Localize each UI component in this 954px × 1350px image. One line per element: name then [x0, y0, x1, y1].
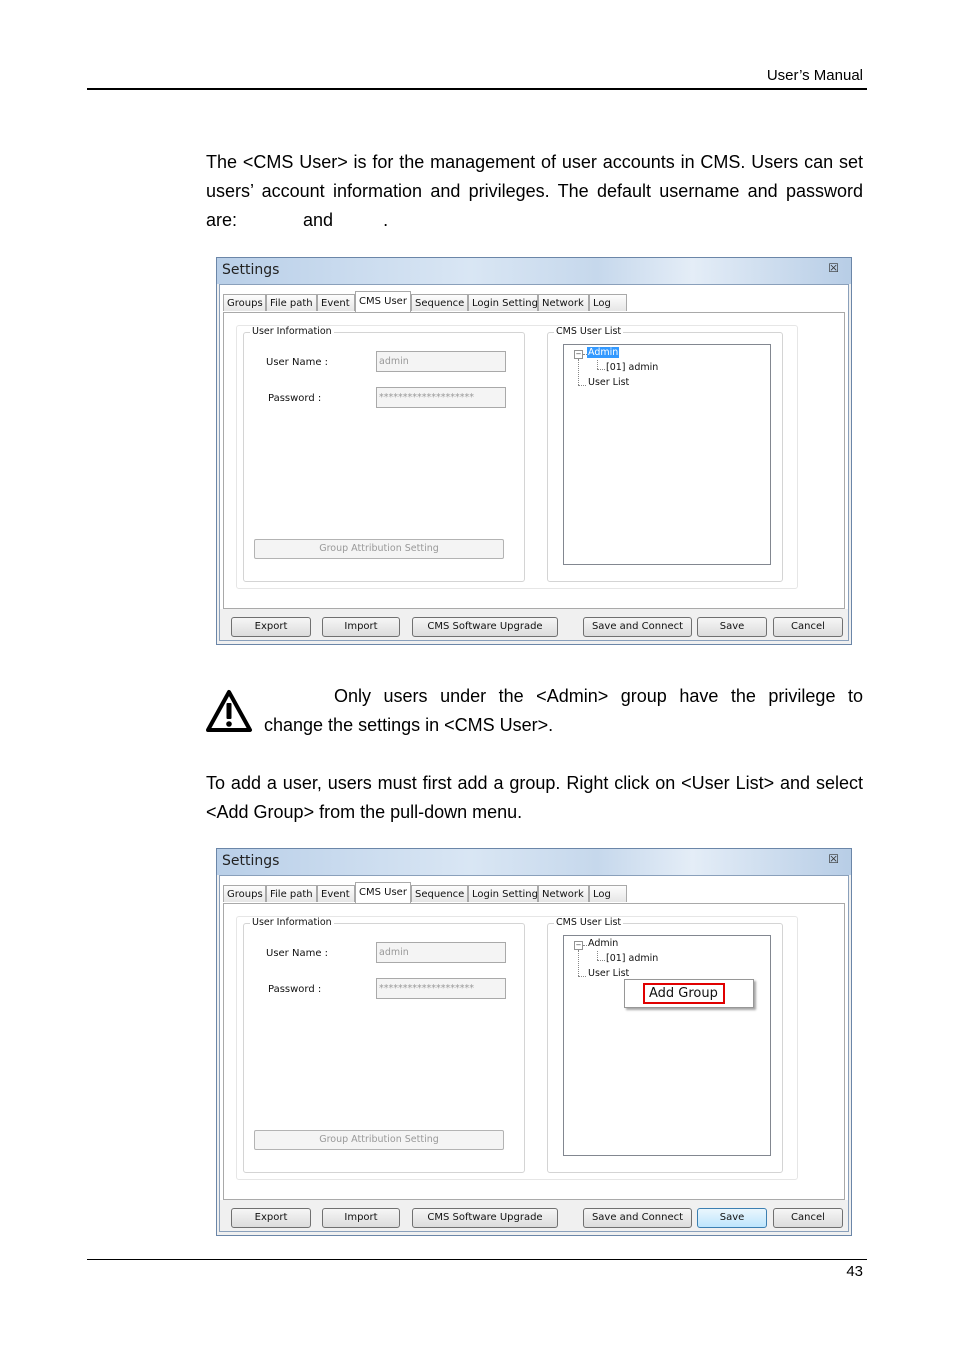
tab-cms-user[interactable]: CMS User [355, 882, 411, 903]
note-line-2: change the settings in <CMS User>. [264, 715, 554, 735]
warning-icon [205, 688, 253, 734]
tab-file-path[interactable]: File path [266, 885, 317, 902]
tree-line [597, 960, 605, 961]
group-attribution-button[interactable]: Group Attribution Setting [254, 1130, 504, 1150]
tree-line [597, 369, 605, 370]
cancel-button[interactable]: Cancel [773, 617, 843, 637]
save-and-connect-button[interactable]: Save and Connect [583, 1208, 692, 1228]
save-button[interactable]: Save [697, 617, 767, 637]
tab-log[interactable]: Log [589, 885, 627, 902]
tree-line [583, 945, 587, 946]
button-bar [220, 1200, 848, 1231]
tab-event[interactable]: Event [317, 294, 355, 311]
tree-node-admin[interactable]: Admin [588, 938, 619, 949]
cms-user-panel [223, 903, 845, 1200]
user-information-label: User Information [252, 326, 332, 337]
tab-network[interactable]: Network [538, 885, 589, 902]
tree-line [578, 950, 579, 976]
intro-text-a: The <CMS User> is for the management of user accounts in CMS. Users can set users’ account information and privileges. The default username and password are: [206, 152, 863, 230]
cms-user-list-label: CMS User List [556, 326, 622, 337]
tree-node-user-list[interactable]: User List [588, 377, 630, 388]
cms-user-list-group [547, 917, 783, 1173]
title-bar[interactable] [217, 258, 851, 284]
import-button[interactable]: Import [322, 617, 400, 637]
window-title: Settings [222, 853, 280, 869]
context-menu [624, 979, 754, 1008]
settings-window-2 [216, 848, 852, 1236]
username-label: User Name : [266, 948, 329, 959]
tree-line [578, 385, 586, 386]
user-information-group [243, 326, 525, 582]
username-field[interactable]: admin [376, 942, 506, 963]
tab-file-path[interactable]: File path [266, 294, 317, 311]
tree-line [597, 360, 598, 369]
cms-user-list-label: CMS User List [556, 917, 622, 928]
dialog-body [219, 875, 849, 1232]
tab-event[interactable]: Event [317, 885, 355, 902]
tree-node-user-list[interactable]: User List [588, 968, 630, 979]
intro-text-c: . [383, 210, 389, 230]
tree-line [597, 951, 598, 960]
password-field[interactable]: ******************** [376, 978, 506, 999]
username-field[interactable]: admin [376, 351, 506, 372]
footer-rule [87, 1259, 867, 1260]
cms-software-upgrade-button[interactable]: CMS Software Upgrade [412, 617, 558, 637]
running-header: User’s Manual [766, 67, 863, 84]
tab-groups[interactable]: Groups [223, 885, 266, 902]
instruction-paragraph [206, 769, 863, 827]
collapse-icon[interactable]: − [575, 941, 582, 949]
cms-user-panel [223, 312, 845, 609]
close-icon[interactable]: ☒ [828, 852, 839, 866]
password-label: Password : [268, 984, 322, 995]
instruction-text: To add a user, users must first add a group. Right click on <User List> and select <Add Group> from the pull-down menu. [206, 773, 863, 822]
cms-user-list-group [547, 326, 783, 582]
settings-window-1 [216, 257, 852, 645]
tab-log[interactable]: Log [589, 294, 627, 311]
tree-node-admin[interactable]: Admin [588, 347, 619, 358]
import-button[interactable]: Import [322, 1208, 400, 1228]
user-information-group [243, 917, 525, 1173]
add-group-menu-item[interactable]: Add Group [643, 983, 725, 1004]
intro-paragraph [206, 148, 863, 235]
tree-node-admin-user[interactable]: [01] admin [606, 362, 659, 373]
intro-text-b: and [303, 210, 334, 230]
page-number: 43 [846, 1263, 863, 1280]
tab-network[interactable]: Network [538, 294, 589, 311]
dialog-body [219, 284, 849, 641]
header-rule [87, 88, 867, 90]
user-tree[interactable] [563, 935, 771, 1156]
tree-node-admin-user[interactable]: [01] admin [606, 953, 659, 964]
username-label: User Name : [266, 357, 329, 368]
save-and-connect-button[interactable]: Save and Connect [583, 617, 692, 637]
note-line-1: Only users under the <Admin> group have the privilege to [334, 686, 863, 706]
close-icon[interactable]: ☒ [828, 261, 839, 275]
collapse-icon[interactable]: − [575, 350, 582, 358]
tab-login-setting[interactable]: Login Setting [468, 294, 538, 311]
tab-cms-user[interactable]: CMS User [355, 291, 411, 312]
note-paragraph [264, 682, 863, 740]
tab-sequence[interactable]: Sequence [411, 885, 468, 902]
tab-login-setting[interactable]: Login Setting [468, 885, 538, 902]
cancel-button[interactable]: Cancel [773, 1208, 843, 1228]
password-field[interactable]: ******************** [376, 387, 506, 408]
password-label: Password : [268, 393, 322, 404]
tree-line [578, 976, 586, 977]
export-button[interactable]: Export [231, 617, 311, 637]
tab-sequence[interactable]: Sequence [411, 294, 468, 311]
tree-line [578, 359, 579, 385]
tab-groups[interactable]: Groups [223, 294, 266, 311]
title-bar[interactable] [217, 849, 851, 875]
user-tree[interactable] [563, 344, 771, 565]
user-information-label: User Information [252, 917, 332, 928]
export-button[interactable]: Export [231, 1208, 311, 1228]
cms-software-upgrade-button[interactable]: CMS Software Upgrade [412, 1208, 558, 1228]
window-title: Settings [222, 262, 280, 278]
button-bar [220, 609, 848, 640]
group-attribution-button[interactable]: Group Attribution Setting [254, 539, 504, 559]
save-button[interactable]: Save [697, 1208, 767, 1228]
